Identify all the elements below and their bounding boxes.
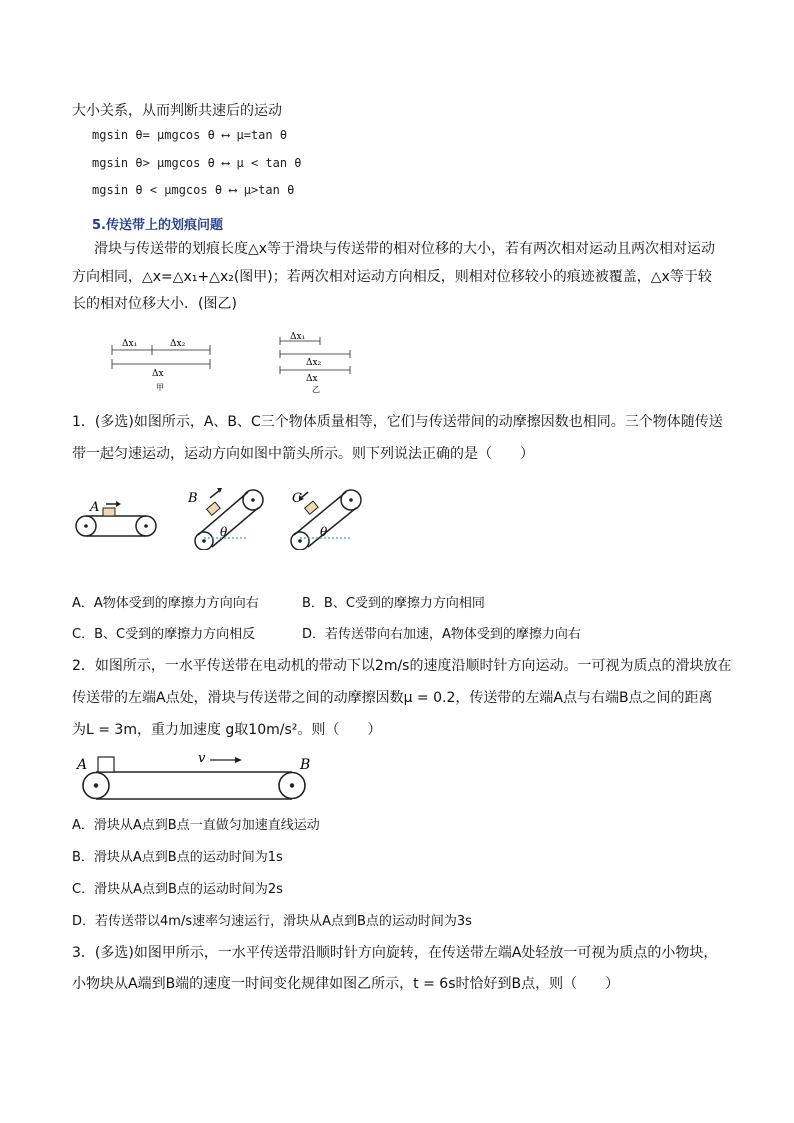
q2-label-v: v — [198, 751, 206, 766]
section-5-para-line-2: 方向相同，△x=△x₁+△x₂(图甲)；若两次相对运动方向相反，则相对位移较小的痕迹被覆盖，△x等于较 — [72, 269, 712, 285]
relation-less: mgsin θ < μmgcos θ ⟷ μ>tan θ — [92, 183, 295, 197]
q2-option-a: A．滑块从A点到B点一直做匀加速直线运动 — [72, 818, 320, 833]
q1-option-c: C．B、C受到的摩擦力方向相反 — [72, 627, 256, 642]
q2-stem-line-2: 传送带的左端A点处，滑块与传送带之间的动摩擦因数μ = 0.2，传送带的左端A点与右端B点之间的距离 — [72, 690, 713, 706]
figure-yi — [276, 330, 366, 394]
theta-b: θ — [220, 525, 228, 539]
label-a: A — [90, 500, 100, 515]
intro-line: 大小关系，从而判断共速后的运动 — [72, 103, 282, 119]
q1-option-b: B．B、C受到的摩擦力方向相同 — [302, 596, 485, 611]
section-5-para-line-3: 长的相对位移大小．(图乙) — [72, 296, 237, 312]
theta-c: θ — [320, 525, 328, 539]
yi-dx2-label: Δx₂ — [306, 358, 322, 368]
q2-option-b: B．滑块从A点到B点的运动时间为1s — [72, 850, 283, 865]
section-5-title: 5.传送带上的划痕问题 — [92, 218, 223, 233]
q1-figure — [70, 480, 370, 550]
label-b: B — [188, 491, 198, 506]
q2-stem-line-1: 2．如图所示，一水平传送带在电动机的带动下以2m/s的速度沿顺时针方向运动。一可视为质点的滑块放在 — [72, 658, 732, 674]
jia-dx1-label: Δx₁ — [122, 339, 138, 349]
yi-dx-label: Δx — [306, 374, 318, 384]
section-5-para-line-1: 滑块与传送带的划痕长度△x等于滑块与传送带的相对位移的大小，若有两次相对运动且两次相对运动 — [94, 241, 716, 257]
jia-dx2-label: Δx₂ — [170, 339, 186, 349]
q2-stem-line-3: 为L = 3m，重力加速度 g取10m/s²。则（ ） — [72, 722, 382, 738]
jia-caption: 甲 — [156, 383, 164, 392]
yi-caption: 乙 — [312, 385, 320, 394]
jia-dx-label: Δx — [152, 369, 164, 379]
relation-greater: mgsin θ> μmgcos θ ⟷ μ < tan θ — [92, 156, 302, 170]
q1-stem-line-2: 带一起匀速运动，运动方向如图中箭头所示。则下列说法正确的是（ ） — [72, 446, 534, 462]
q1-option-a: A．A物体受到的摩擦力方向向右 — [72, 596, 259, 611]
q2-option-c: C．滑块从A点到B点的运动时间为2s — [72, 882, 283, 897]
q2-label-b: B — [300, 757, 311, 773]
q2-figure — [72, 748, 322, 806]
q2-option-d: D．若传送带以4m/s速率匀速运行，滑块从A点到B点的运动时间为3s — [72, 914, 472, 929]
figure-jia — [108, 332, 228, 394]
belt-c — [291, 490, 361, 550]
label-c: C — [292, 491, 302, 506]
q3-stem-line-2: 小物块从A端到B端的速度一时间变化规律如图乙所示，t = 6s时恰好到B点，则（ ） — [72, 976, 620, 992]
q3-stem-line-1: 3．(多选)如图甲所示，一水平传送带沿顺时针方向旋转，在传送带左端A处轻放一可视为质点的小物块， — [72, 945, 718, 961]
belt-a — [76, 500, 156, 536]
q1-stem-line-1: 1．(多选)如图所示，A、B、C三个物体质量相等，它们与传送带间的动摩擦因数也相同。三个物体随传送 — [72, 414, 723, 430]
yi-dx1-label: Δx₁ — [290, 332, 306, 342]
q2-label-a: A — [77, 757, 88, 773]
relation-equal: mgsin θ= μmgcos θ ⟷ μ=tan θ — [92, 128, 288, 142]
q1-option-d: D．若传送带向右加速，A物体受到的摩擦力向右 — [302, 627, 581, 642]
belt-b — [187, 488, 263, 550]
